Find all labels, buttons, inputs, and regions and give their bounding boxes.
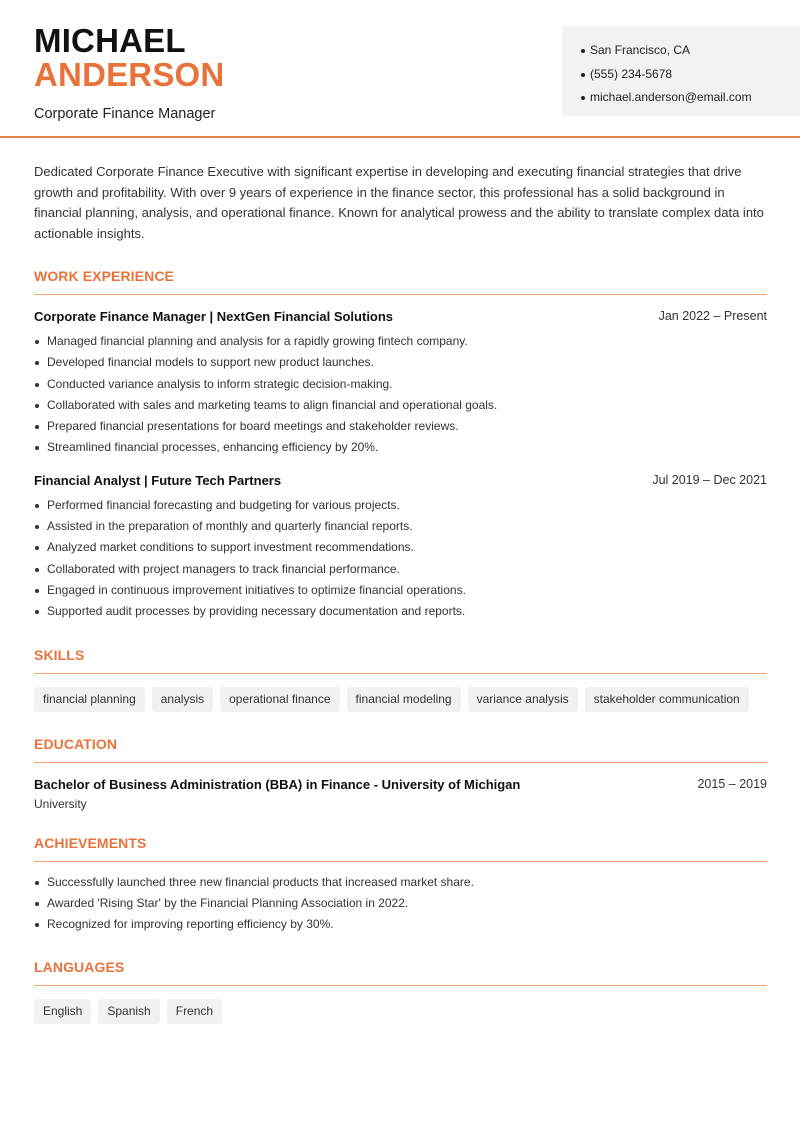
skill-tag: operational finance (220, 687, 339, 712)
list-item (34, 537, 767, 558)
bullet-icon (35, 340, 39, 344)
list-item (34, 416, 767, 437)
section-title-achievements: ACHIEVEMENTS (34, 835, 767, 862)
job-entry (34, 473, 767, 623)
skill-tag: analysis (152, 687, 213, 712)
education-entry (34, 777, 767, 811)
contact-phone (582, 63, 800, 87)
job-head (34, 473, 767, 488)
list-item (34, 495, 767, 516)
bullet-icon (35, 610, 39, 614)
list-item-text: Supported audit processes by providing necessary documentation and reports. (47, 604, 466, 619)
skill-tag: financial planning (34, 687, 145, 712)
language-tag: Spanish (98, 999, 159, 1024)
list-item-text: Analyzed market conditions to support investment recommendations. (47, 540, 414, 555)
list-item-text: Prepared financial presentations for board meetings and stakeholder reviews. (47, 419, 459, 434)
list-item-text: Successfully launched three new financial products that increased market share. (47, 874, 474, 889)
list-item (34, 601, 767, 622)
bullet-icon (35, 546, 39, 550)
section-title-work: WORK EXPERIENCE (34, 268, 767, 295)
list-item-text: Engaged in continuous improvement initiatives to optimize financial operations. (47, 582, 466, 597)
list-item-text: Awarded 'Rising Star' by the Financial Planning Association in 2022. (47, 895, 409, 910)
list-item-text: Collaborated with sales and marketing teams to align financial and operational goals. (47, 397, 498, 412)
list-item (34, 580, 767, 601)
list-item (34, 893, 767, 914)
list-item (34, 559, 767, 580)
list-item (34, 437, 767, 458)
education-degree: Bachelor of Business Administration (BBA) in Finance - University of Michigan (34, 776, 521, 792)
job-dates: Jul 2019 – Dec 2021 (652, 472, 767, 487)
education-institution: University (34, 796, 87, 811)
list-item-text: Recognized for improving reporting efficiency by 30%. (47, 917, 334, 932)
skills-tags (34, 687, 767, 712)
list-item (34, 352, 767, 373)
resume-header (0, 0, 800, 138)
job-entry (34, 309, 767, 459)
resume-body (34, 162, 767, 1024)
list-item-text: Streamlined financial processes, enhancing efficiency by 20%. (47, 440, 379, 455)
contact-box (562, 26, 800, 116)
bullet-icon (35, 568, 39, 572)
bullet-icon (35, 881, 39, 885)
contact-location (582, 39, 800, 63)
education-head (34, 777, 767, 792)
list-item (34, 872, 767, 893)
bullet-icon (35, 525, 39, 529)
bullet-icon (35, 902, 39, 906)
bullet-icon (35, 425, 39, 429)
list-item-text: Managed financial planning and analysis for a rapidly growing fintech company. (47, 334, 468, 348)
bullet-icon (35, 589, 39, 593)
job-title: Corporate Finance Manager (34, 106, 216, 122)
section-title-education: EDUCATION (34, 736, 767, 763)
job-dates: Jan 2022 – Present (658, 309, 767, 323)
language-tags (34, 999, 767, 1024)
list-item (34, 395, 767, 416)
skill-tag: stakeholder communication (585, 687, 749, 712)
job-role: Corporate Finance Manager | NextGen Financial Solutions (34, 309, 394, 324)
bullet-icon (35, 361, 39, 365)
bullet-icon (35, 404, 39, 408)
list-item (34, 914, 767, 935)
list-item (34, 331, 767, 352)
summary: Dedicated Corporate Finance Executive with significant expertise in developing and executing financial strategies that drive growth and profitability. With over 9 years of experience in the finance sector, this professional has a solid background in financial planning, analysis, and operational finance. Known for analytical prowess and the ability to translate complex data into actionable insights. (34, 164, 764, 241)
first-name: MICHAEL (34, 22, 186, 59)
list-item-text: Collaborated with project managers to track financial performance. (47, 561, 400, 576)
bullet-icon (35, 504, 39, 508)
name-block (34, 24, 224, 122)
list-item-text: Performed financial forecasting and budgeting for various projects. (47, 497, 400, 512)
contact-email (582, 86, 800, 110)
section-title-skills: SKILLS (34, 647, 767, 674)
list-item-text: Developed financial models to support new product launches. (47, 355, 374, 370)
bullet-icon (35, 446, 39, 450)
contact-phone-text: (555) 234-5678 (590, 66, 673, 81)
job-bullets (34, 331, 767, 459)
language-tag: English (34, 999, 91, 1024)
list-item (34, 516, 767, 537)
skill-tag: variance analysis (468, 687, 578, 712)
section-title-languages: LANGUAGES (34, 959, 767, 986)
list-item-text: Conducted variance analysis to inform strategic decision-making. (47, 376, 393, 391)
contact-email-text: michael.anderson@email.com (590, 90, 752, 104)
skill-tag: financial modeling (347, 687, 461, 712)
achievements-list (34, 872, 767, 936)
language-tag: French (167, 999, 222, 1024)
job-bullets (34, 495, 767, 623)
bullet-icon (581, 96, 585, 100)
last-name: ANDERSON (34, 56, 225, 93)
list-item-text: Assisted in the preparation of monthly and quarterly financial reports. (47, 519, 413, 534)
bullet-icon (581, 73, 585, 77)
contact-location-text: San Francisco, CA (590, 43, 691, 57)
education-dates: 2015 – 2019 (697, 776, 767, 791)
bullet-icon (35, 383, 39, 387)
job-head (34, 309, 767, 324)
bullet-icon (35, 923, 39, 927)
bullet-icon (581, 49, 585, 53)
job-role: Financial Analyst | Future Tech Partners (34, 472, 282, 488)
list-item (34, 374, 767, 395)
